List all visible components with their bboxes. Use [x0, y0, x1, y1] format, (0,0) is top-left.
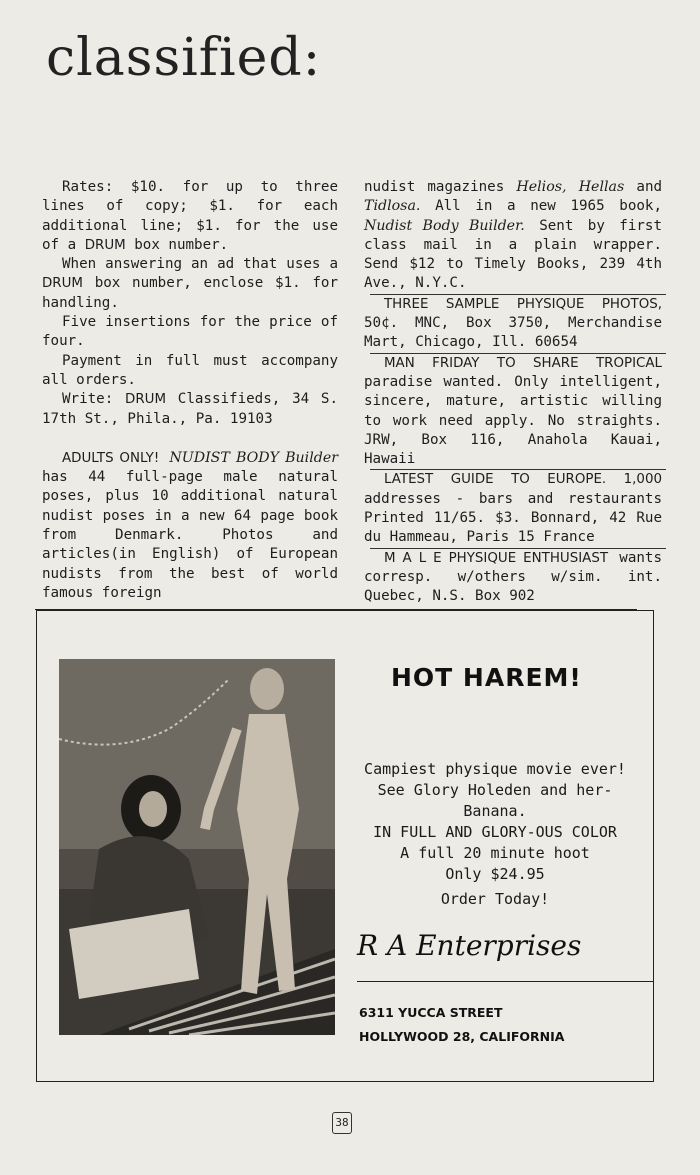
display-ad: [36, 610, 654, 1082]
ad-lead: MAN FRIDAY TO SHARE TROPICAL: [384, 355, 662, 371]
ad-text: addresses - bars and restaurants Printed 11/65. $3. Bonnard, 42 Rue du Hammeau, Paris 15 France: [364, 490, 662, 546]
company-logo: R A Enterprises: [357, 929, 582, 962]
magazine-title: Hellas: [578, 179, 625, 195]
physique-photos-ad: [364, 295, 662, 353]
physique-enthusiast-ad: [364, 549, 662, 607]
rates-end-text: box number.: [134, 236, 229, 253]
ad-lead: LATEST GUIDE TO EUROPE. 1,000: [384, 472, 662, 488]
page-title: classified:: [46, 28, 322, 88]
page-number: 38: [332, 1112, 352, 1134]
europe-guide-ad: [364, 470, 662, 547]
payment-paragraph: Payment in full must accompany all orders.: [42, 352, 338, 388]
ad-title: HOT HAREM!: [391, 663, 582, 692]
ad-lead: M A L E PHYSIQUE ENTHUSIAST: [384, 550, 608, 566]
magazine-title: Tidlosa.: [364, 198, 421, 215]
answering-text: When answering an ad that uses a: [62, 256, 338, 273]
rates-paragraph: [42, 178, 338, 255]
ad-line: See Glory Holeden and her-Banana.: [377, 781, 613, 820]
ad-photo: [59, 659, 335, 1035]
ad-line: Campiest physique movie ever!: [364, 760, 626, 778]
ad-top-rule: [35, 609, 637, 610]
ad-text: 50¢. MNC, Box 3750, Merchandise Mart, Chicago, Ill. 60654: [364, 315, 662, 351]
address-line: 6311 YUCCA STREET: [359, 1005, 503, 1020]
write-paragraph: [42, 390, 338, 429]
ad-text: and: [636, 179, 663, 195]
ad-lead: ADULTS ONLY!: [62, 450, 160, 466]
answering-paragraph: [42, 255, 338, 313]
ad-body: [359, 759, 631, 910]
magazine-title: Helios,: [516, 179, 567, 195]
ad-line: A full 20 minute hoot: [400, 844, 590, 862]
man-friday-ad: [364, 354, 662, 470]
ad-text: paradise wanted. Only intelligent, sincere, mature, artistic willing to work need apply. No straights. JRW, Box 116, Anahola Kauai, Hawaii: [364, 373, 662, 468]
address-line: HOLLYWOOD 28, CALIFORNIA: [359, 1029, 565, 1044]
company-address: [359, 1001, 564, 1049]
ad-text: wants corresp. w/others w/sim. int. Quebec, N.S. Box 902: [364, 549, 662, 605]
adults-only-ad: [42, 449, 338, 603]
rates-text: Rates: $10. for up to three lines of copy; $1. for each additional line; $1. for the use of a: [42, 179, 338, 253]
write-address: Classifieds, 34 S. 17th St., Phila., Pa. 19103: [42, 391, 339, 427]
ad-text: has 44 full-page male natural poses, plus 10 additional natural nudist poses in a new 64 page book from Denmark. Photos and articles(in English) of European nudists from the best of world famous foreign: [42, 469, 338, 601]
ad-text: nudist magazines: [364, 179, 505, 195]
drum-word: DRUM: [125, 392, 167, 408]
right-column: [364, 178, 662, 607]
ad-price: Only $24.95: [445, 865, 545, 883]
drum-word: DRUM: [84, 237, 126, 253]
drum-word: DRUM: [42, 276, 83, 292]
ad-text: All in a new 1965 book,: [435, 198, 662, 215]
answering-end-text: box number, enclose $1. for handling.: [42, 275, 339, 311]
write-prefix: Write:: [62, 391, 114, 408]
ad-divider: [357, 981, 653, 982]
harem-photo-illustration: [59, 659, 335, 1035]
adults-only-continued: [364, 178, 662, 294]
ad-order: Order Today!: [440, 890, 550, 908]
ad-line: IN FULL AND GLORY-OUS COLOR: [373, 823, 617, 841]
book-title: NUDIST BODY Builder: [169, 449, 339, 466]
book-title: Nudist Body Builder.: [364, 217, 525, 234]
ad-lead: THREE SAMPLE PHYSIQUE PHOTOS,: [384, 296, 662, 312]
ad-text: Sent by first class mail in a plain wrapper. Send $12 to Timely Books, 239 4th Ave., N.Y.C.: [364, 217, 662, 292]
insertions-paragraph: Five insertions for the price of four.: [42, 314, 338, 350]
left-column: [42, 178, 338, 603]
